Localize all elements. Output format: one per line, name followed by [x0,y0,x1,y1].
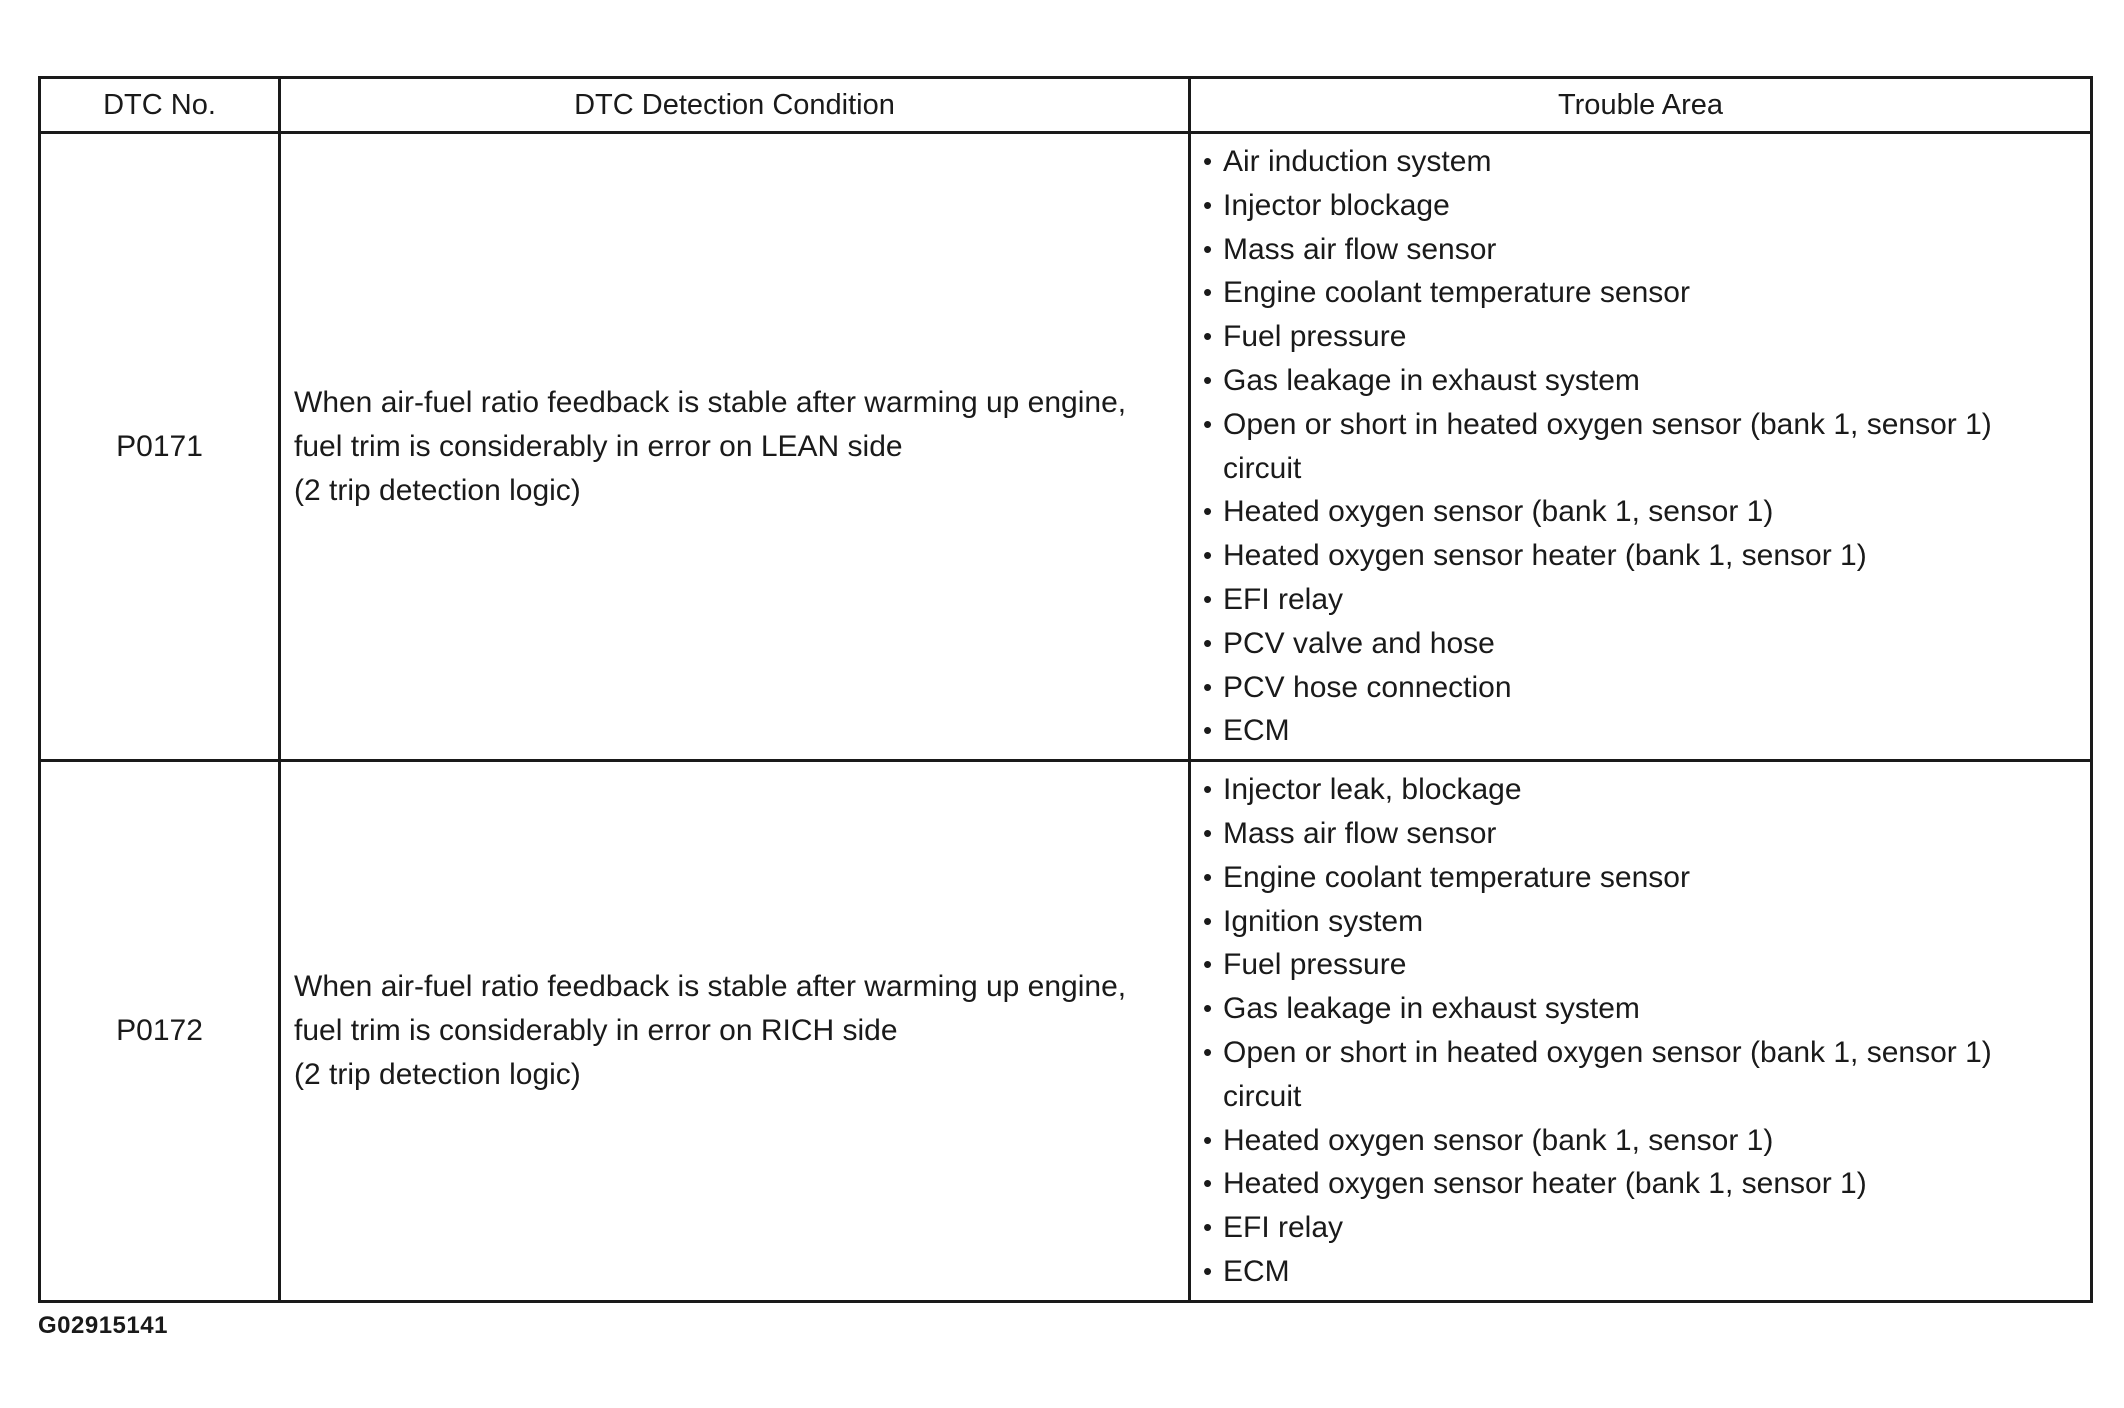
trouble-area-text: Air induction system [1223,145,1492,178]
trouble-area-text: Heated oxygen sensor heater (bank 1, sensor 1) [1223,539,1867,573]
trouble-area-item [1203,987,2080,1031]
trouble-area-text: Fuel pressure [1223,320,1407,354]
bullet-icon: • [1203,1036,1213,1067]
trouble-area-text: Ignition system [1223,904,1424,938]
table-body [40,133,2092,1302]
trouble-area-text: Gas leakage in exhaust system [1223,363,1640,397]
trouble-area-text: Fuel pressure [1223,948,1407,982]
trouble-area-item [1203,1162,2080,1206]
trouble-area-item [1203,140,2080,184]
trouble-area-item [1203,578,2080,622]
trouble-area-item [1203,403,2080,491]
trouble-area-item [1203,184,2080,228]
figure-id: G02915141 [38,1312,168,1339]
detection-condition [280,761,1190,1302]
header-trouble-area: Trouble Area [1190,78,2092,133]
trouble-area [1190,133,2092,761]
trouble-area-item [1203,768,2080,812]
bullet-icon: • [1203,993,1213,1024]
dtc-code: P0172 [40,761,280,1302]
trouble-area-text: circuit [1223,1079,1302,1113]
trouble-area-item [1203,315,2080,359]
trouble-area-text: PCV hose connection [1223,670,1512,704]
trouble-area-text: Injector blockage [1223,188,1450,222]
bullet-icon: • [1203,1212,1213,1243]
bullet-icon: • [1203,321,1213,352]
trouble-area-item [1203,1250,2080,1294]
trouble-area-item [1203,490,2080,534]
trouble-area-item [1203,1119,2080,1163]
bullet-icon: • [1203,189,1213,220]
trouble-area-text: EFI relay [1223,582,1344,616]
trouble-area-item [1203,1031,2080,1119]
trouble-area-text: Heated oxygen sensor heater (bank 1, sensor 1) [1223,1167,1867,1201]
header-row [40,78,2092,133]
trouble-area-text: PCV valve and hose [1223,626,1495,660]
bullet-icon: • [1203,233,1213,264]
trouble-area-item [1203,709,2080,753]
bullet-icon: • [1203,540,1213,571]
trouble-area-text: Heated oxygen sensor (bank 1, sensor 1) [1223,495,1774,529]
trouble-area-list [1203,768,2080,1294]
bullet-icon: • [1203,496,1213,527]
bullet-icon: • [1203,861,1213,892]
bullet-icon: • [1203,817,1213,848]
trouble-area-text: Mass air flow sensor [1223,816,1497,850]
trouble-area-text: ECM [1223,714,1290,748]
condition-line: fuel trim is considerably in error on LEAN side [294,429,903,463]
bullet-icon: • [1203,1124,1213,1155]
trouble-area-item [1203,1206,2080,1250]
trouble-area-item [1203,856,2080,900]
condition-line: When air-fuel ratio feedback is stable after warming up engine, [294,969,1127,1003]
header-dtc-no: DTC No. [40,78,280,133]
bullet-icon: • [1203,715,1213,746]
trouble-area-text: Mass air flow sensor [1223,232,1497,266]
condition-line: (2 trip detection logic) [294,1057,581,1091]
trouble-area-text: circuit [1223,451,1302,485]
bullet-icon: • [1203,949,1213,980]
trouble-area [1190,761,2092,1302]
trouble-area-text: EFI relay [1223,1211,1344,1245]
trouble-area-text: Engine coolant temperature sensor [1223,860,1690,894]
trouble-area-text: Gas leakage in exhaust system [1223,992,1640,1026]
dtc-table [38,76,2093,1303]
condition-line: When air-fuel ratio feedback is stable after warming up engine, [294,385,1127,419]
trouble-area-item [1203,359,2080,403]
trouble-area-list [1203,140,2080,753]
bullet-icon: • [1203,774,1213,805]
bullet-icon: • [1203,408,1213,439]
trouble-area-item [1203,943,2080,987]
trouble-area-item [1203,622,2080,666]
table-row [40,133,2092,761]
table-row [40,761,2092,1302]
trouble-area-item [1203,812,2080,856]
trouble-area-item [1203,228,2080,272]
dtc-code: P0171 [40,133,280,761]
table-header [40,78,2092,133]
bullet-icon: • [1203,905,1213,936]
trouble-area-text: Heated oxygen sensor (bank 1, sensor 1) [1223,1123,1774,1157]
trouble-area-item [1203,271,2080,315]
trouble-area-item [1203,666,2080,710]
condition-line: fuel trim is considerably in error on RICH side [294,1013,898,1047]
trouble-area-text: Open or short in heated oxygen sensor (bank 1, sensor 1) [1223,407,1992,441]
bullet-icon: • [1203,364,1213,395]
condition-line: (2 trip detection logic) [294,473,581,507]
trouble-area-text: Injector leak, blockage [1223,773,1522,807]
trouble-area-text: Engine coolant temperature sensor [1223,276,1690,310]
bullet-icon: • [1203,671,1213,702]
bullet-icon: • [1203,1168,1213,1199]
bullet-icon: • [1203,277,1213,308]
bullet-icon: • [1203,583,1213,614]
header-detection-condition: DTC Detection Condition [280,78,1190,133]
trouble-area-text: ECM [1223,1254,1290,1288]
detection-condition [280,133,1190,761]
bullet-icon: • [1203,146,1213,176]
trouble-area-item [1203,534,2080,578]
trouble-area-item [1203,900,2080,944]
bullet-icon: • [1203,627,1213,658]
bullet-icon: • [1203,1255,1213,1286]
trouble-area-text: Open or short in heated oxygen sensor (bank 1, sensor 1) [1223,1035,1992,1069]
